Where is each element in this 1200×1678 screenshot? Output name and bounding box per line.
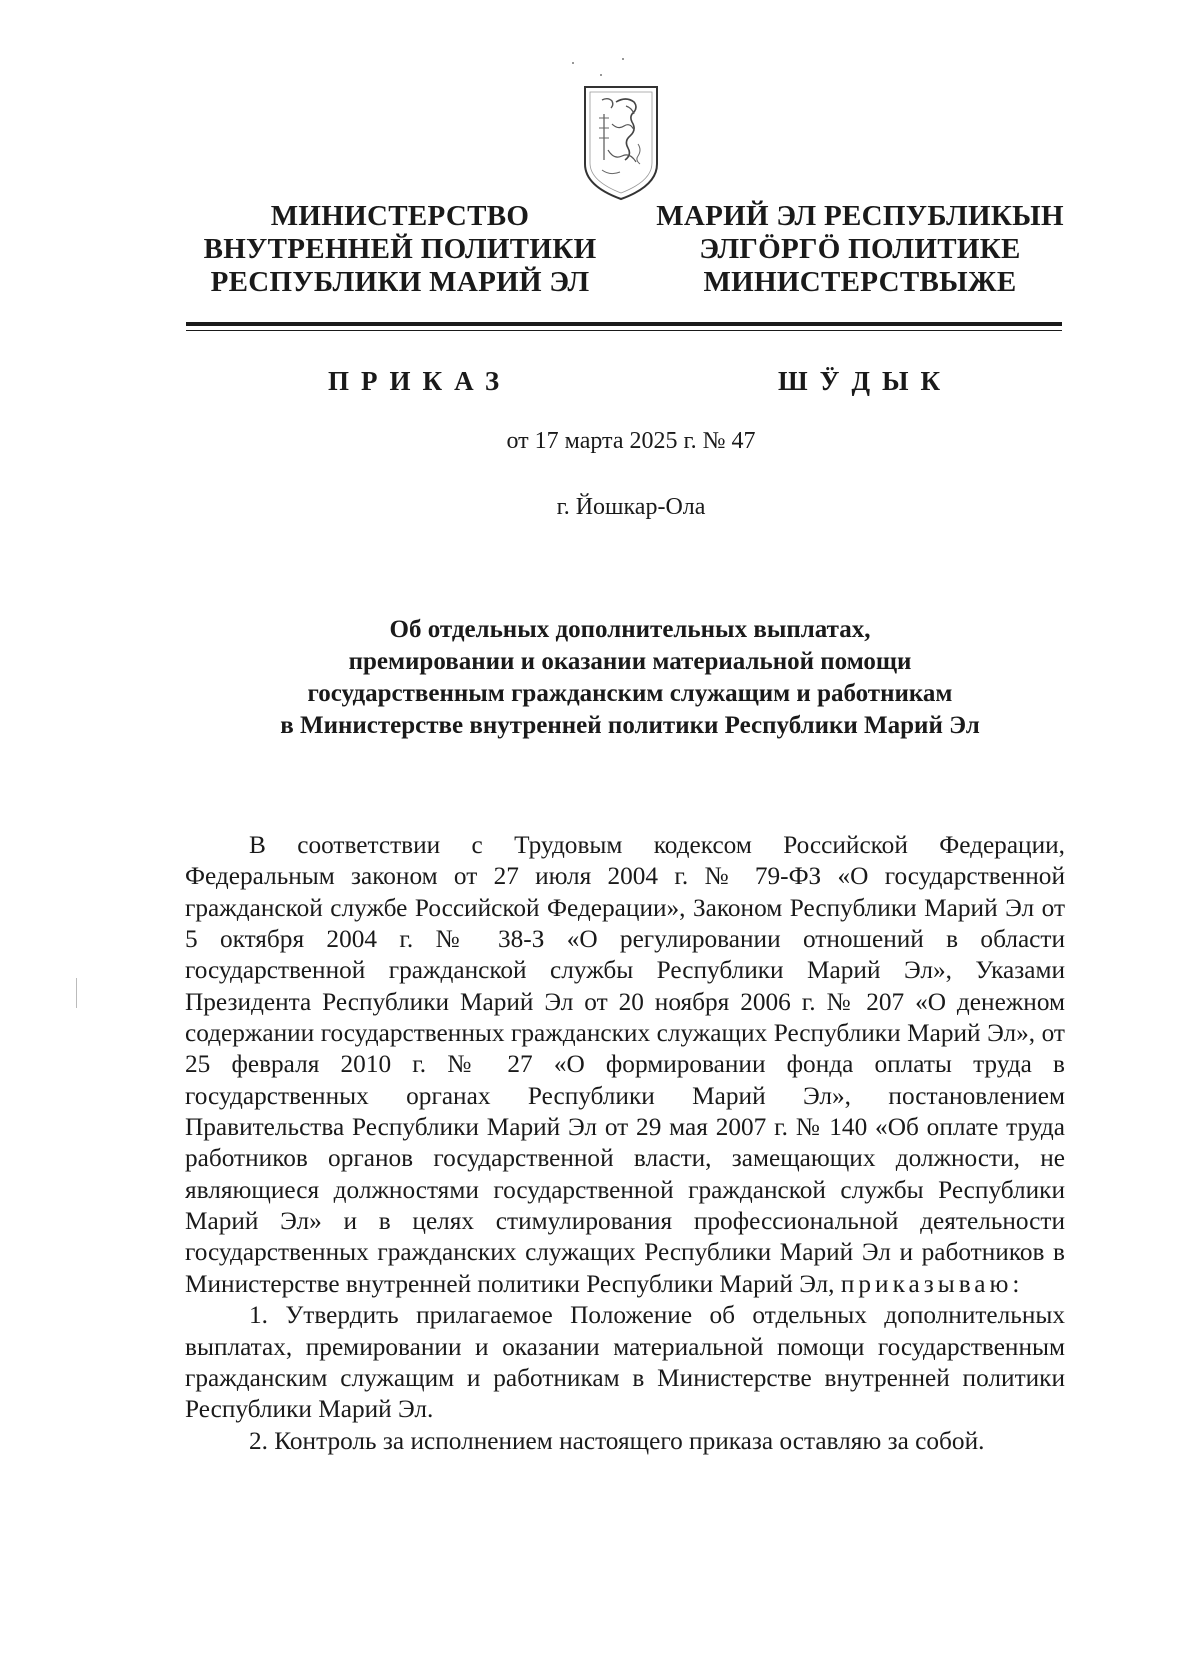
ministry-name-line: МАРИЙ ЭЛ РЕСПУБЛИКЫН — [656, 200, 1064, 232]
title-line: Об отдельных дополнительных выплатах, — [389, 616, 871, 643]
preamble-text: В соответствии с Трудовым кодексом Российской Федерации, Федеральным законом от 27 июля 2004 г. № 79-ФЗ «О государственной гражданской службе Российской Федерации», Законом Республики Марий Эл от 5 октября 2004 г. № 38-З «О регулировании отношений в области государственной гражданской службы Республики Марий Эл», Указами Президента Республики Марий Эл от 20 ноября 2006 г. № 207 «О денежном содержании государственных гражданских служащих Республики Марий Эл», от 25 февраля 2010 г. № 27 «О формировании фонда оплаты труда в государственных органах Республики Марий Эл», постановлением Правительства Республики Марий Эл от 29 мая 2007 г. № 140 «Об оплате труда работников органов государственной власти, замещающих должности, не являющиеся должностями государственной гражданской службы Республики Марий Эл» и в целях стимулирования профессиональной деятельности государственных гражданских служащих Республики Марий Эл и работников в Министерстве внутренней политики Республики Марий Эл, — [185, 831, 1065, 1298]
header-divider-thick — [186, 322, 1062, 326]
document-title — [220, 614, 1040, 742]
coat-of-arms-emblem — [582, 84, 660, 202]
ministry-name-line: РЕСПУБЛИКИ МАРИЙ ЭЛ — [210, 266, 590, 298]
order-word-russian: ПРИКАЗ — [328, 366, 512, 396]
ministry-name-russian — [200, 200, 600, 299]
title-line: государственным гражданским служащим и работникам — [307, 680, 953, 707]
preamble-paragraph — [185, 830, 1065, 1300]
order-city: г. Йошкар-Ола — [556, 494, 706, 520]
title-line: в Министерстве внутренней политики Республики Марий Эл — [280, 712, 980, 739]
scan-speck — [572, 62, 574, 64]
item-1-paragraph: 1. Утвердить прилагаемое Положение об отдельных дополнительных выплатах, премировании и оказании материальной помощи государственным гражданским служащим и работникам в Министерстве внутренней политики Республики Марий Эл. — [185, 1301, 1065, 1424]
ministry-name-line: МИНИСТЕРСТВЫЖЕ — [703, 266, 1017, 298]
document-body — [185, 830, 1065, 1457]
scan-margin-mark — [76, 978, 77, 1008]
ministry-name-mari — [640, 200, 1080, 299]
item-2-paragraph: 2. Контроль за исполнением настоящего приказа оставляю за собой. — [249, 1426, 985, 1455]
scan-speck — [622, 58, 624, 60]
order-word-mari: ШӰДЫК — [778, 366, 953, 396]
scan-speck — [600, 74, 602, 76]
ministry-name-line: МИНИСТЕРСТВО — [270, 200, 530, 232]
directive-word: приказываю: — [840, 1269, 1024, 1298]
order-date-number: от 17 марта 2025 г. № 47 — [506, 428, 756, 454]
ministry-name-line: ВНУТРЕННЕЙ ПОЛИТИКИ — [203, 233, 597, 265]
header-divider-thin — [186, 330, 1062, 331]
title-line: премировании и оказании материальной помощи — [348, 648, 912, 675]
ministry-name-line: ЭЛГӦРГӦ ПОЛИТИКЕ — [699, 233, 1021, 265]
